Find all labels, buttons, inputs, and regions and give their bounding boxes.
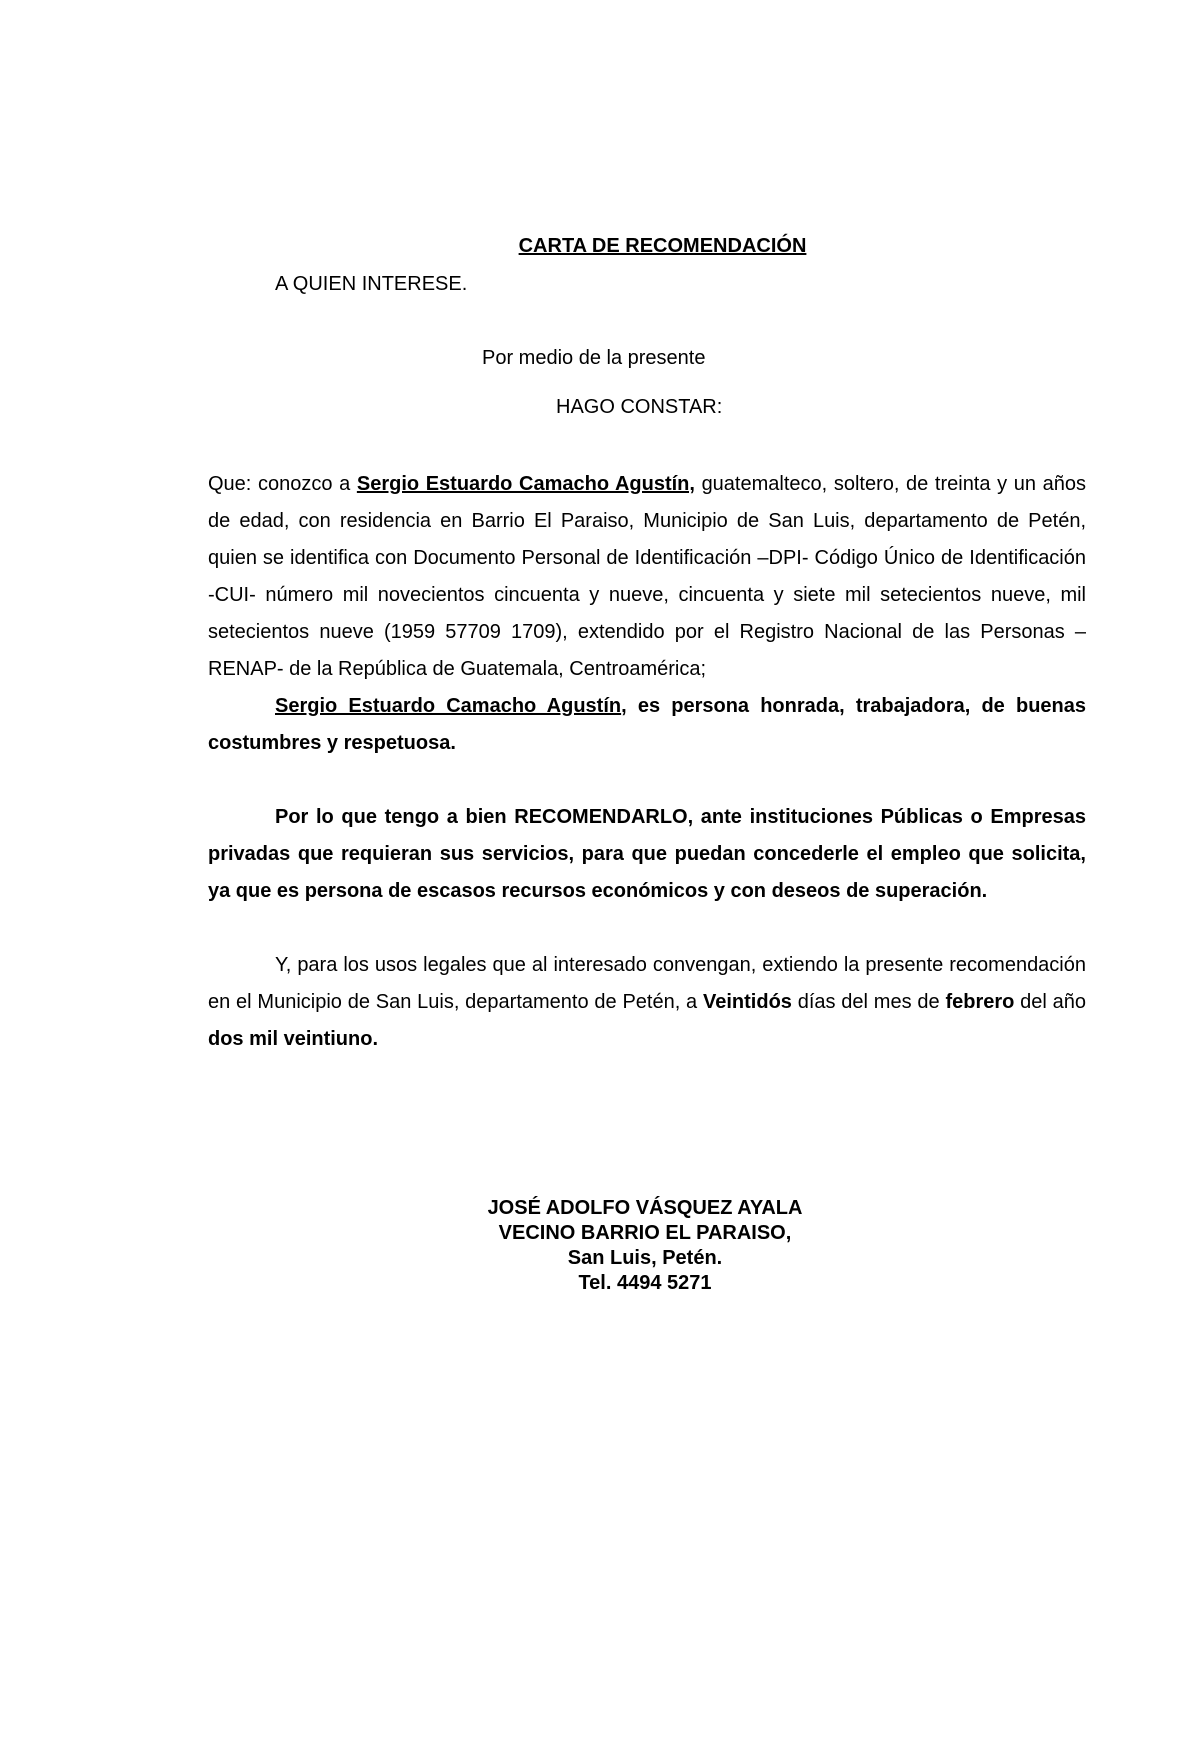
closing-part3: del año [1014,991,1087,1013]
recommended-person-name-2: Sergio Estuardo Camacho Agustín [275,695,622,717]
closing-part2: días del mes de [791,991,946,1013]
salutation: A QUIEN INTERESE. [275,273,468,295]
paragraph-character [208,688,1086,762]
closing-year: dos mil veintiuno. [208,1028,379,1050]
paragraph-identification-rest: guatemalteco, soltero, de treinta y un años de edad, con residencia en Barrio El Paraiso, Municipio de San Luis, departamento de Petén, quien se identifica con Documento Personal de Identificación –DPI- Código Único de Identificación -CUI- número mil novecientos cincuenta y nueve, cincuenta y siete mil setecientos nueve, mil setecientos nueve (1959 57709 1709), extendido por el Registro Nacional de las Personas –RENAP- de la República de Guatemala, Centroamérica; [208,473,1086,680]
paragraph-character-rest: , es persona honrada, trabajadora, de buenas costumbres y respetuosa. [208,695,1086,754]
letter-title: CARTA DE RECOMENDACIÓN [518,235,807,257]
closing-part1: Y, para los usos legales que al interesado convengan, extiendo la presente recomendación en el Municipio de San Luis, departamento de Petén, a [208,954,1086,1013]
signature-block [0,1196,1200,1296]
signer-location: San Luis, Petén. [567,1247,723,1269]
intro-line: Por medio de la presente [482,347,706,369]
hago-constar-heading: HAGO CONSTAR: [556,396,723,418]
signer-phone: Tel. 4494 5271 [578,1272,712,1294]
recommended-person-name: Sergio Estuardo Camacho Agustín, [356,473,695,495]
paragraph-identification [208,466,1086,688]
closing-day: Veintidós [703,991,792,1013]
closing-month: febrero [945,991,1015,1013]
letter-body [208,466,1086,1058]
signer-residence: VECINO BARRIO EL PARAISO, [498,1222,792,1244]
paragraph-spacer [208,910,1086,947]
paragraph-identification-lead: Que: conozco a [208,473,357,495]
paragraph-spacer [208,762,1086,799]
paragraph-recommendation: Por lo que tengo a bien RECOMENDARLO, ante instituciones Públicas o Empresas privadas que requieran sus servicios, para que puedan concederle el empleo que solicita, ya que es persona de escasos recursos económicos y con deseos de superación. [208,806,1086,902]
signer-name: JOSÉ ADOLFO VÁSQUEZ AYALA [487,1197,803,1219]
paragraph-closing [208,947,1086,1058]
